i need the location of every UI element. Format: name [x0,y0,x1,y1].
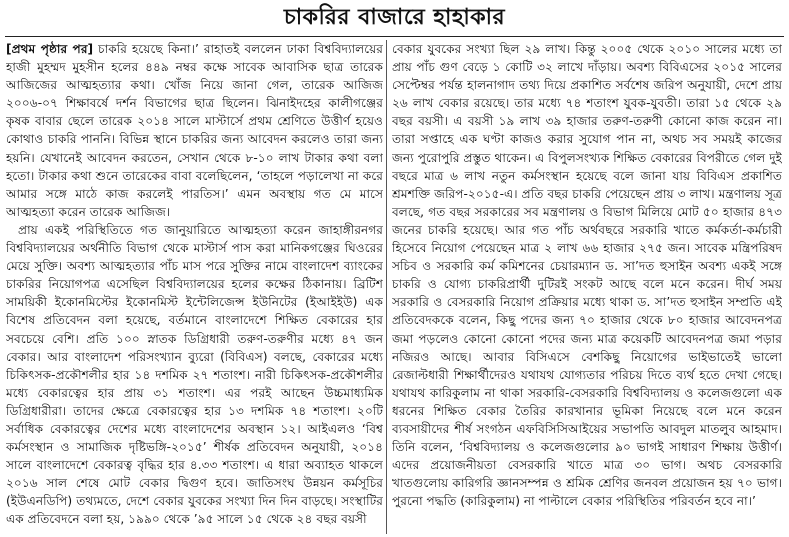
headline-rule [5,36,784,37]
right-paragraph-1: বেকার যুবকের সংখ্যা ছিল ২৯ লাখ। কিন্তু ২০০৫ থেকে ২০১০ সালের মধ্যে তা প্রায় পাঁচ গুণ বেড়ে ১ কোটি ৩২ লাখে দাঁড়ায়। অবশ্য বিবিএসের ২০১৫ সালের সেপ্টেম্বর পর্যন্ত হালনাগাদ তথ্য দিয়ে প্রকাশিত সর্বশেষ জরিপ অনুযায়ী, দেশে প্রায় ২৬ লাখ বেকার রয়েছে। তার মধ্যে ৭৪ শতাংশ যুবক-যুবতী। তারা ১৫ থেকে ২৯ বছর বয়সী। এ বয়সী ১৯ লাখ ৩৯ হাজার তরুণ-তরুণী কোনো কাজ করেন না। তারা সপ্তাহে এক ঘণ্টা কাজও করার সুযোগ পান না, অথচ সব সময়ই কাজের জন্য পুরোপুরি প্রস্তুত থাকেন। এ বিপুলসংখ্যক শিক্ষিত বেকারের বিপরীতে গেল দুই বছরে মাত্র ৬ লাখ নতুন কর্মসংস্থান হয়েছে বলে জানা যায় বিবিএস প্রকাশিত শ্রমশক্তি জরিপ-২০১৫-এ। প্রতি বছর চাকরি পেয়েছেন প্রায় ৩ লাখ। মন্ত্রণালয় সূত্র বলছে, গত বছর সরকারের সব মন্ত্রণালয় ও বিভাগ মিলিয়ে মোট ৫০ হাজার ৪৭৩ জনের চাকরি হয়েছে। আর গত পাঁচ অর্থবছরে সরকারি খাতে কর্মকর্তা-কর্মচারী হিসেবে নিয়োগ পেয়েছেন মাত্র ২ লাখ ৬৬ হাজার ২৭৫ জন। সাবেক মন্ত্রিপরিষদ সচিব ও সরকারি কর্ম কমিশনের চেয়ারম্যান ড. সা’দত হুসাইন অবশ্য একই সঙ্গে চাকরি ও যোগ্য চাকরিপ্রার্থী দুটিরই সংকট আছে বলে মনে করেন। দীর্ঘ সময় সরকারি ও বেসরকারি নিয়োগ প্রক্রিয়ার মধ্যে থাকা ড. সা’দত হুসাইন সম্প্রতি এই প্রতিবেদককে বলেন, কিছু পদের জন্য ৭০ হাজার থেকে ৮০ হাজার আবেদনপত্র জমা পড়লেও কোনো কোনো পদের জন্য মাত্র কয়েকটি আবেদনপত্র জমা পড়ার নজিরও আছে। আবার বিসিএসে বেশকিছু নিয়োগের ভাইভাতেই ভালো রেজাল্টধারী শিক্ষার্থীদেরও যথাযথ যোগ্যতার পরিচয় দিতে ব্যর্থ হতে দেখা গেছে। যথাযথ কারিকুলাম না থাকা সরকারি-বেসরকারি বিশ্ববিদ্যালয় ও কলেজগুলো এক ধরনের শিক্ষিত বেকার তৈরির কারখানার ভূমিকা নিয়েছে বলে মনে করেন ব্যবসায়ীদের শীর্ষ সংগঠন এফবিসিসিআইয়ের সভাপতি আবদুল মাতলুব আহমাদ। তিনি বলেন, ‘বিশ্ববিদ্যালয় ও কলেজগুলোর ৯০ ভাগই সাধারণ শিক্ষায় উত্তীর্ণ। এদের প্রয়োজনীয়তা বেসরকারি খাতে মাত্র ৩০ ভাগ। অথচ বেসরকারি খাতগুলোয় কারিগরি জ্ঞানসম্পন্ন ও শ্রমিক শ্রেণির জনবল প্রয়োজন হয় ৭০ ভাগ। পুরনো পদ্ধতি (কারিকুলাম) না পাল্টালে বেকার পরিস্থিতির পরিবর্তন হবে না।’ [392,42,782,509]
left-paragraph-1-text: চাকরি হয়েছে কিনা।’ রাহাতই বললেন ঢাকা বিশ্ববিদ্যালয়ের হাজী মুহম্মদ মুহসীন হলের ৪৪৯ নম্বর কক্ষে সাবেক আবাসিক ছাত্র তারেক আজিজের আত্মহত্যার কথা। খোঁজ নিয়ে জানা গেল, তারেক আজিজ ২০০৬-০৭ শিক্ষাবর্ষে দর্শন বিভাগের ছাত্র ছিলেন। ঝিনাইদহের কালীগঞ্জের কৃষক বাবার ছেলে তারেক ২০১৪ সালে মাস্টার্সে প্রথম শ্রেণিতে উত্তীর্ণ হয়েও কোথাও চাকরি পাননি। বিভিন্ন স্থানে চাকরির জন্য আবেদন করলেও তারা জন্য হয়নি। যেখানেই আবেদন করতেন, সেখান থেকে ৮-১০ লাখ টাকার কথা বলা হতো। টাকার কথা শুনে তারেকের বাবা বলেছিলেন, ‘তাহলে পড়ালেখা না করে আমার সঙ্গে মাঠে কাজ করলেই পারতিস।’ এমন অবস্থায় গত মে মাসে আত্মহত্যা করেন তারেক আজিজ। [6,42,383,219]
left-column [6,40,383,534]
article-headline: চাকরির বাজারে হাহাকার [283,4,506,30]
left-paragraph-1 [6,40,383,221]
left-paragraph-2: প্রায় একই পরিস্থিতিতে গত জানুয়ারিতে আত্মহত্যা করেন জাহাঙ্গীরনগর বিশ্ববিদ্যালয়ের অর্থনীতি বিভাগ থেকে মাস্টার্স পাস করা মানিকগঞ্জের ঘিওরের মেয়ে সুক্তি। অবশ্য আত্মহত্যার পাঁচ মাস পরে সুক্তির নামে বাংলাদেশ ব্যাংকের চাকরির নিয়োগপত্র এসেছিল বিশ্ববিদ্যালয়ের হলের কক্ষের ঠিকানায়। ব্রিটিশ সাময়িকী ইকোনমিস্টের ইকোনমিস্ট ইন্টেলিজেন্স ইউনিটের (ইআইইউ) এক বিশেষ প্রতিবেদন বলা হয়েছে, বর্তমানে বাংলাদেশে শিক্ষিত বেকারের হার সবচেয়ে বেশি। প্রতি ১০০ স্নাতক ডিগ্রিধারী তরুণ-তরুণীর মধ্যে ৪৭ জন বেকার। আর বাংলাদেশ পরিসংখ্যান ব্যুরো (বিবিএস) বলছে, বেকারের মধ্যে চিকিৎসক-প্রকৌশলীর হার ১৪ দশমিক ২৭ শতাংশ। নারী চিকিৎসক-প্রকৌশলীর মধ্যে বেকারত্বের হার প্রায় ৩১ শতাংশ। এর পরই আছেন উচ্চমাধ্যমিক ডিগ্রিধারীরা। তাদের ক্ষেত্রে বেকারত্বের হার ১৩ দশমিক ৭৪ শতাংশ। ২০টি সর্বাধিক বেকারত্বের দেশের মধ্যে বাংলাদেশের অবস্থান ১২। আইএলও ‘বিশ্ব কর্মসংস্থান ও সামাজিক দৃষ্টিভঙ্গি-২০১৫’ শীর্ষক প্রতিবেদন অনুযায়ী, ২০১৪ সালে বাংলাদেশে বেকারত্ব বৃদ্ধির হার ৪.৩৩ শতাংশ। এ ধারা অব্যাহত থাকলে ২০১৬ সাল শেষে মোট বেকার দ্বিগুণ হবে। জাতিসংঘ উন্নয়ন কর্মসূচির (ইউএনডিপি) তথ্যমতে, দেশে বেকার যুবকের সংখ্যা দিন দিন বাড়ছে। সংস্থাটির এক প্রতিবেদনে বলা হয়, ১৯৯০ থেকে ’৯৫ সালে ১৫ থেকে ২৪ বছর বয়সী [6,222,383,527]
column-divider [386,40,387,534]
right-column [392,40,782,534]
jump-label: [প্রথম পৃষ্ঠার পর] [6,42,94,56]
